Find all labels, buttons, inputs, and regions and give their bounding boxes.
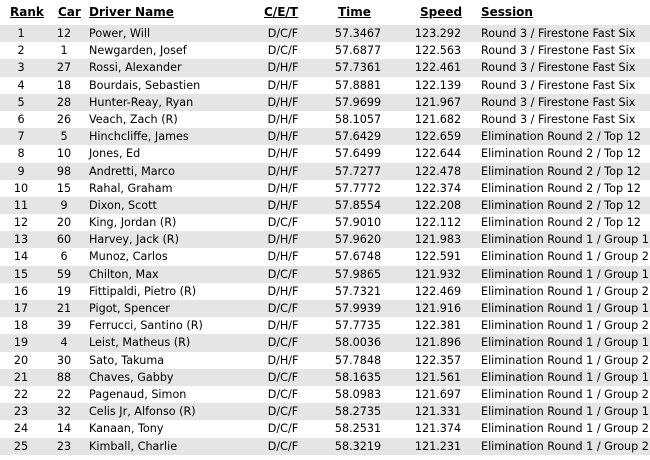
cell-driver-name: Celis Jr, Alfonso (R) bbox=[89, 405, 196, 419]
cell-car: 15 bbox=[56, 181, 72, 195]
cell-time: 57.6877 bbox=[334, 44, 382, 58]
cell-session: Elimination Round 1 / Group 2 bbox=[481, 284, 649, 298]
cell-speed: 122.563 bbox=[414, 44, 462, 58]
cell-rank: 8 bbox=[17, 147, 25, 161]
cell-speed: 122.139 bbox=[414, 78, 462, 92]
cell-cet: D/C/F bbox=[267, 439, 299, 453]
table-header bbox=[0, 0, 650, 25]
cell-session: Elimination Round 1 / Group 1 bbox=[481, 336, 649, 350]
cell-driver-name: Hinchcliffe, James bbox=[89, 130, 189, 144]
header-rank: Rank bbox=[10, 5, 44, 19]
table-row bbox=[0, 180, 650, 197]
table-row bbox=[0, 25, 650, 42]
cell-session: Elimination Round 1 / Group 2 bbox=[481, 353, 649, 367]
cell-speed: 121.231 bbox=[414, 439, 462, 453]
cell-driver-name: Rahal, Graham bbox=[89, 181, 173, 195]
cell-time: 58.3219 bbox=[334, 439, 382, 453]
cell-session: Elimination Round 1 / Group 2 bbox=[481, 250, 649, 264]
cell-car: 88 bbox=[56, 370, 72, 384]
cell-driver-name: Pagenaud, Simon bbox=[89, 387, 187, 401]
cell-cet: D/H/F bbox=[267, 61, 299, 75]
cell-car: 1 bbox=[60, 44, 68, 58]
cell-speed: 123.292 bbox=[414, 27, 462, 40]
cell-session: Elimination Round 2 / Top 12 bbox=[481, 198, 641, 212]
cell-time: 57.6429 bbox=[334, 130, 382, 144]
cell-rank: 17 bbox=[13, 302, 29, 315]
cell-driver-name: Chilton, Max bbox=[89, 267, 159, 281]
cell-cet: D/H/F bbox=[267, 95, 299, 109]
cell-cet: D/H/F bbox=[267, 233, 299, 247]
cell-time: 57.6748 bbox=[334, 250, 382, 264]
cell-session: Round 3 / Firestone Fast Six bbox=[481, 61, 636, 75]
cell-rank: 21 bbox=[13, 370, 29, 384]
header-session: Session bbox=[481, 5, 533, 19]
cell-cet: D/C/F bbox=[267, 302, 299, 315]
table-row bbox=[0, 266, 650, 283]
cell-session: Round 3 / Firestone Fast Six bbox=[481, 44, 636, 58]
cell-time: 58.1635 bbox=[334, 370, 382, 384]
table-row bbox=[0, 248, 650, 265]
cell-rank: 14 bbox=[13, 250, 29, 264]
cell-time: 57.9010 bbox=[334, 216, 382, 230]
cell-driver-name: Fittipaldi, Pietro (R) bbox=[89, 284, 197, 298]
table-row bbox=[0, 214, 650, 231]
cell-car: 21 bbox=[56, 302, 72, 315]
table-row bbox=[0, 197, 650, 214]
cell-car: 20 bbox=[56, 216, 72, 230]
cell-time: 58.2531 bbox=[334, 422, 382, 436]
cell-car: 26 bbox=[56, 112, 72, 126]
cell-driver-name: Munoz, Carlos bbox=[89, 250, 168, 264]
cell-session: Elimination Round 1 / Group 2 bbox=[481, 387, 649, 401]
cell-car: 12 bbox=[56, 27, 72, 40]
cell-driver-name: Sato, Takuma bbox=[89, 353, 165, 367]
cell-car: 4 bbox=[60, 336, 68, 350]
table-row bbox=[0, 334, 650, 351]
cell-driver-name: Pigot, Spencer bbox=[89, 302, 170, 315]
cell-car: 6 bbox=[60, 250, 68, 264]
cell-cet: D/H/F bbox=[267, 284, 299, 298]
cell-session: Elimination Round 2 / Top 12 bbox=[481, 130, 641, 144]
cell-cet: D/C/F bbox=[267, 44, 299, 58]
cell-rank: 11 bbox=[13, 198, 29, 212]
cell-speed: 122.644 bbox=[414, 147, 462, 161]
cell-driver-name: Harvey, Jack (R) bbox=[89, 233, 179, 247]
cell-session: Round 3 / Firestone Fast Six bbox=[481, 112, 636, 126]
cell-rank: 19 bbox=[13, 336, 29, 350]
cell-speed: 121.916 bbox=[414, 302, 462, 315]
cell-rank: 4 bbox=[17, 78, 25, 92]
cell-time: 57.8554 bbox=[334, 198, 382, 212]
cell-session: Elimination Round 1 / Group 2 bbox=[481, 319, 649, 333]
table-row bbox=[0, 403, 650, 420]
cell-speed: 121.697 bbox=[414, 387, 462, 401]
cell-cet: D/H/F bbox=[267, 353, 299, 367]
cell-driver-name: Ferrucci, Santino (R) bbox=[89, 319, 203, 333]
cell-session: Elimination Round 1 / Group 1 bbox=[481, 233, 649, 247]
cell-driver-name: Bourdais, Sebastien bbox=[89, 78, 201, 92]
cell-cet: D/H/F bbox=[267, 78, 299, 92]
cell-rank: 12 bbox=[13, 216, 29, 230]
cell-time: 57.9620 bbox=[334, 233, 382, 247]
table-row bbox=[0, 386, 650, 403]
cell-session: Elimination Round 1 / Group 2 bbox=[481, 439, 649, 453]
table-row bbox=[0, 420, 650, 437]
table-row bbox=[0, 438, 650, 455]
cell-rank: 6 bbox=[17, 112, 25, 126]
cell-rank: 1 bbox=[17, 27, 25, 40]
cell-session: Round 3 / Firestone Fast Six bbox=[481, 27, 636, 40]
cell-driver-name: Hunter-Reay, Ryan bbox=[89, 95, 194, 109]
table-row bbox=[0, 163, 650, 180]
cell-rank: 23 bbox=[13, 405, 29, 419]
table-row bbox=[0, 283, 650, 300]
cell-speed: 122.357 bbox=[414, 353, 462, 367]
cell-time: 57.9939 bbox=[334, 302, 382, 315]
cell-time: 57.7735 bbox=[334, 319, 382, 333]
cell-cet: D/C/F bbox=[267, 27, 299, 40]
cell-speed: 122.659 bbox=[414, 130, 462, 144]
cell-rank: 7 bbox=[17, 130, 25, 144]
cell-driver-name: Kimball, Charlie bbox=[89, 439, 178, 453]
table-row bbox=[0, 231, 650, 248]
cell-session: Elimination Round 1 / Group 1 bbox=[481, 405, 649, 419]
cell-rank: 20 bbox=[13, 353, 29, 367]
cell-speed: 121.374 bbox=[414, 422, 462, 436]
cell-car: 23 bbox=[56, 439, 72, 453]
cell-session: Round 3 / Firestone Fast Six bbox=[481, 78, 636, 92]
cell-time: 57.9865 bbox=[334, 267, 382, 281]
cell-speed: 122.591 bbox=[414, 250, 462, 264]
cell-time: 58.2735 bbox=[334, 405, 382, 419]
header-cet: C/E/T bbox=[264, 5, 298, 19]
cell-speed: 121.983 bbox=[414, 233, 462, 247]
cell-car: 59 bbox=[56, 267, 72, 281]
cell-session: Round 3 / Firestone Fast Six bbox=[481, 95, 636, 109]
cell-rank: 24 bbox=[13, 422, 29, 436]
table-row bbox=[0, 94, 650, 111]
cell-car: 27 bbox=[56, 61, 72, 75]
cell-speed: 121.682 bbox=[414, 112, 462, 126]
cell-time: 57.7772 bbox=[334, 181, 382, 195]
cell-cet: D/H/F bbox=[267, 147, 299, 161]
cell-driver-name: Rossi, Alexander bbox=[89, 61, 182, 75]
cell-session: Elimination Round 2 / Top 12 bbox=[481, 147, 641, 161]
cell-rank: 9 bbox=[17, 164, 25, 178]
cell-car: 14 bbox=[56, 422, 72, 436]
cell-time: 57.6499 bbox=[334, 147, 382, 161]
cell-car: 9 bbox=[60, 198, 68, 212]
cell-session: Elimination Round 2 / Top 12 bbox=[481, 164, 641, 178]
cell-car: 28 bbox=[56, 95, 72, 109]
table-row bbox=[0, 77, 650, 94]
header-car: Car bbox=[58, 5, 81, 19]
cell-time: 57.9699 bbox=[334, 95, 382, 109]
cell-driver-name: Andretti, Marco bbox=[89, 164, 175, 178]
cell-speed: 122.469 bbox=[414, 284, 462, 298]
cell-driver-name: Power, Will bbox=[89, 27, 151, 40]
cell-car: 22 bbox=[56, 387, 72, 401]
cell-car: 18 bbox=[56, 78, 72, 92]
table-row bbox=[0, 59, 650, 76]
cell-car: 32 bbox=[56, 405, 72, 419]
cell-driver-name: Newgarden, Josef bbox=[89, 44, 187, 58]
table-row bbox=[0, 300, 650, 317]
table-row bbox=[0, 352, 650, 369]
cell-time: 58.0036 bbox=[334, 336, 382, 350]
cell-cet: D/C/F bbox=[267, 336, 299, 350]
cell-cet: D/H/F bbox=[267, 198, 299, 212]
header-speed: Speed bbox=[420, 5, 463, 19]
cell-cet: D/H/F bbox=[267, 250, 299, 264]
cell-car: 39 bbox=[56, 319, 72, 333]
cell-speed: 122.381 bbox=[414, 319, 462, 333]
cell-rank: 25 bbox=[13, 439, 29, 453]
cell-speed: 122.374 bbox=[414, 181, 462, 195]
cell-driver-name: Jones, Ed bbox=[89, 147, 141, 161]
table-row bbox=[0, 369, 650, 386]
cell-speed: 122.461 bbox=[414, 61, 462, 75]
cell-rank: 3 bbox=[17, 61, 25, 75]
cell-car: 98 bbox=[56, 164, 72, 178]
cell-cet: D/H/F bbox=[267, 112, 299, 126]
table-row bbox=[0, 317, 650, 334]
cell-rank: 18 bbox=[13, 319, 29, 333]
cell-driver-name: Chaves, Gabby bbox=[89, 370, 174, 384]
cell-cet: D/C/F bbox=[267, 422, 299, 436]
cell-time: 57.7848 bbox=[334, 353, 382, 367]
cell-cet: D/H/F bbox=[267, 181, 299, 195]
cell-rank: 22 bbox=[13, 387, 29, 401]
cell-driver-name: Veach, Zach (R) bbox=[89, 112, 178, 126]
table-row bbox=[0, 42, 650, 59]
cell-cet: D/C/F bbox=[267, 267, 299, 281]
cell-speed: 121.561 bbox=[414, 370, 462, 384]
cell-speed: 121.331 bbox=[414, 405, 462, 419]
cell-cet: D/H/F bbox=[267, 319, 299, 333]
cell-time: 57.7277 bbox=[334, 164, 382, 178]
cell-rank: 10 bbox=[13, 181, 29, 195]
cell-session: Elimination Round 1 / Group 1 bbox=[481, 302, 649, 315]
cell-cet: D/H/F bbox=[267, 130, 299, 144]
cell-time: 57.8881 bbox=[334, 78, 382, 92]
cell-speed: 122.208 bbox=[414, 198, 462, 212]
cell-driver-name: Leist, Matheus (R) bbox=[89, 336, 191, 350]
cell-time: 58.1057 bbox=[334, 112, 382, 126]
cell-cet: D/H/F bbox=[267, 164, 299, 178]
cell-car: 5 bbox=[60, 130, 68, 144]
cell-car: 30 bbox=[56, 353, 72, 367]
cell-time: 58.0983 bbox=[334, 387, 382, 401]
cell-session: Elimination Round 2 / Top 12 bbox=[481, 181, 641, 195]
cell-driver-name: King, Jordan (R) bbox=[89, 216, 177, 230]
table-row bbox=[0, 111, 650, 128]
cell-car: 19 bbox=[56, 284, 72, 298]
cell-rank: 16 bbox=[13, 284, 29, 298]
cell-car: 10 bbox=[56, 147, 72, 161]
cell-driver-name: Kanaan, Tony bbox=[89, 422, 164, 436]
cell-car: 60 bbox=[56, 233, 72, 247]
cell-rank: 15 bbox=[13, 267, 29, 281]
header-time: Time bbox=[338, 5, 371, 19]
cell-cet: D/C/F bbox=[267, 370, 299, 384]
table-row bbox=[0, 145, 650, 162]
table-body bbox=[0, 25, 650, 455]
cell-cet: D/C/F bbox=[267, 216, 299, 230]
cell-speed: 121.967 bbox=[414, 95, 462, 109]
cell-rank: 13 bbox=[13, 233, 29, 247]
cell-session: Elimination Round 1 / Group 2 bbox=[481, 422, 649, 436]
table-row bbox=[0, 128, 650, 145]
cell-driver-name: Dixon, Scott bbox=[89, 198, 157, 212]
cell-speed: 122.112 bbox=[414, 216, 462, 230]
cell-time: 57.3467 bbox=[334, 27, 382, 40]
cell-speed: 121.896 bbox=[414, 336, 462, 350]
cell-cet: D/C/F bbox=[267, 387, 299, 401]
cell-session: Elimination Round 1 / Group 1 bbox=[481, 267, 649, 281]
cell-time: 57.7361 bbox=[334, 61, 382, 75]
cell-rank: 2 bbox=[17, 44, 25, 58]
cell-cet: D/C/F bbox=[267, 405, 299, 419]
cell-session: Elimination Round 1 / Group 1 bbox=[481, 370, 649, 384]
header-driver-name: Driver Name bbox=[89, 5, 174, 19]
cell-rank: 5 bbox=[17, 95, 25, 109]
cell-session: Elimination Round 2 / Top 12 bbox=[481, 216, 641, 230]
cell-speed: 121.932 bbox=[414, 267, 462, 281]
cell-speed: 122.478 bbox=[414, 164, 462, 178]
cell-time: 57.7321 bbox=[334, 284, 382, 298]
